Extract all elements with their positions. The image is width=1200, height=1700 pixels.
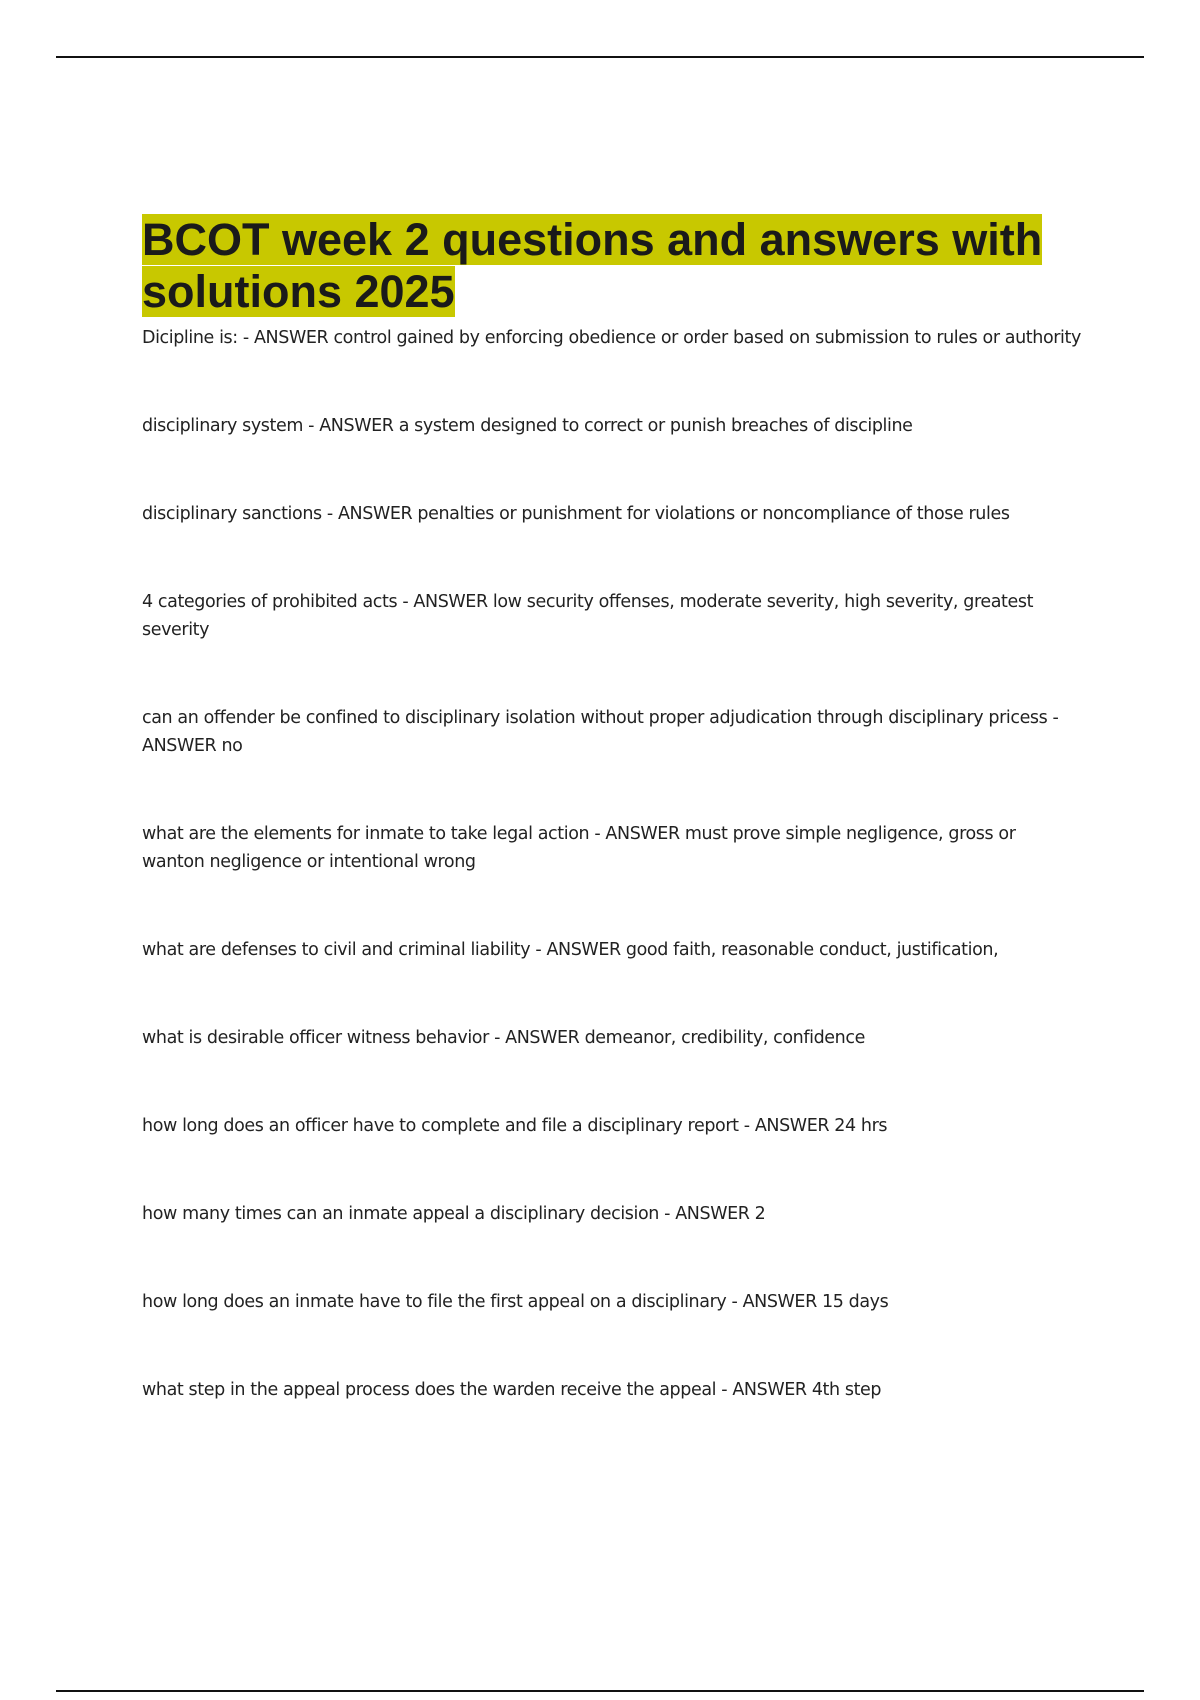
- qa-item: disciplinary sanctions - ANSWER penalties or punishment for violations or noncompliance of those rules: [142, 504, 1010, 524]
- qa-item: Dicipline is: - ANSWER control gained by enforcing obedience or order based on submission to rules or authority: [142, 328, 1081, 348]
- qa-item: what step in the appeal process does the warden receive the appeal - ANSWER 4th step: [142, 1380, 882, 1400]
- document-title: [142, 214, 1082, 318]
- footer-rule: [56, 1690, 1144, 1692]
- document-title-text: BCOT week 2 questions and answers with solutions 2025: [142, 214, 1043, 317]
- header-rule: [56, 56, 1144, 58]
- qa-item: how many times can an inmate appeal a disciplinary decision - ANSWER 2: [142, 1204, 766, 1224]
- qa-list: [142, 324, 1082, 1404]
- qa-item: can an offender be confined to disciplinary isolation without proper adjudication through disciplinary pricess - ANSWER no: [142, 708, 1059, 756]
- qa-item: how long does an officer have to complete and file a disciplinary report - ANSWER 24 hrs: [142, 1116, 888, 1136]
- qa-item: disciplinary system - ANSWER a system designed to correct or punish breaches of discipline: [142, 416, 913, 436]
- qa-item: what is desirable officer witness behavior - ANSWER demeanor, credibility, confidence: [142, 1028, 865, 1048]
- qa-item: what are the elements for inmate to take legal action - ANSWER must prove simple negligence, gross or wanton negligence or intentional wrong: [142, 824, 1016, 872]
- document-body: [142, 214, 1082, 1464]
- qa-item: how long does an inmate have to file the first appeal on a disciplinary - ANSWER 15 days: [142, 1292, 889, 1312]
- qa-item: what are defenses to civil and criminal liability - ANSWER good faith, reasonable conduct, justification,: [142, 940, 999, 960]
- qa-item: 4 categories of prohibited acts - ANSWER low security offenses, moderate severity, high severity, greatest severity: [142, 592, 1034, 640]
